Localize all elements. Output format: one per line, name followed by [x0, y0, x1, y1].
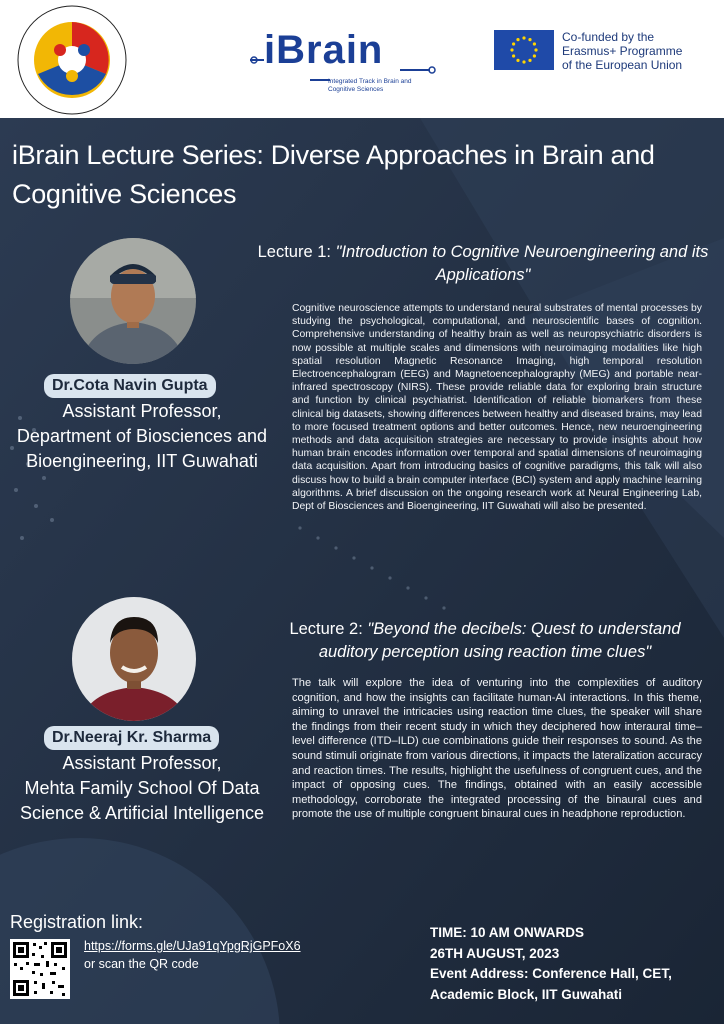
speaker-1-role: Assistant Professor,: [62, 401, 222, 421]
lecture-1-prefix: Lecture 1:: [257, 243, 336, 261]
qr-code-icon[interactable]: [10, 939, 70, 999]
registration-label: Registration link:: [10, 912, 144, 932]
speaker-2-affiliation: [2, 751, 282, 826]
speaker-1-name: Dr.Cota Navin Gupta: [44, 374, 216, 398]
lecture-1-abstract: Cognitive neuroscience attempts to understand neural substrates of mental processes by studying the psychological, computational, and neuroscientific bases of cognition. Comprehensive understanding of healthy brain as well as neuropsychiatric disorders is now possible at multiple scales and dimensions with neuroimaging modalities like high spatial resolution Magnetic Resonance Imaging, high temporal resolution Electroencephalogram (EEG) and Magnetoencephalography (MEG) and portable near-infrared spectroscopy (NIRS). These provide reliable data for exploring brain structure and function by clinical psychiatrist. Identification of reliable biomarkers from these clinical big datasets, showing differences between healthy and diseased brains, may lead to more focused treatment options and better outcomes. Hence, new neuroengineering methods and data acquisition strategies are necessary to provide insights about how human brain encodes information over temporal and spatial dimensions of neuroimaging data acquisition. Apart from introducing basics of cognitive paradigms, this talk will also discuss how to build a brain computer interface (BCI) system and apply machine learning algorithms. A brief discussion on the ongoing research work at Neural Engineering Lab, Dept of Biosciences and Bioengineering, IIT Guwahati will also be presented.: [292, 303, 702, 513]
lecture-2-prefix: Lecture 2:: [289, 620, 368, 638]
speaker-1-dept-line1: Department of Biosciences and: [16, 426, 268, 446]
ibrain-wordmark: iBrain: [264, 28, 384, 72]
event-details: [430, 923, 720, 1005]
speaker-1-dept-line2: Bioengineering, IIT Guwahati: [26, 451, 258, 471]
lecture-1-heading: [248, 241, 718, 287]
speaker-2-photo: [72, 597, 196, 721]
iitg-seal-icon: [16, 4, 128, 116]
eu-line-3: of the European Union: [562, 58, 683, 72]
event-address-line1: Event Address: Conference Hall, CET,: [430, 966, 672, 981]
ibrain-logo: [250, 26, 440, 96]
header-bar: [0, 0, 724, 118]
speaker-2-school-line1: Mehta Family School Of Data: [24, 778, 260, 798]
speaker-2-role: Assistant Professor,: [62, 753, 222, 773]
event-address-line2: Academic Block, IIT Guwahati: [430, 986, 623, 1002]
lecture-2-title: "Beyond the decibels: Quest to understand auditory perception using reaction time clues": [318, 620, 681, 661]
ibrain-tagline: Integrated Track in Brain and Cognitive Sciences: [328, 78, 412, 93]
eu-cofunded-text: [562, 30, 712, 72]
eu-flag-icon: [494, 30, 554, 70]
eu-line-2: Erasmus+ Programme: [562, 44, 683, 58]
speaker-2-name: Dr.Neeraj Kr. Sharma: [44, 726, 219, 750]
speaker-1-affiliation: [2, 399, 282, 474]
event-time: TIME: 10 AM ONWARDS: [430, 925, 585, 940]
event-date: 26TH AUGUST, 2023: [430, 945, 560, 961]
eu-line-1: Co-funded by the: [562, 30, 655, 44]
lecture-2-heading: [270, 618, 700, 664]
lecture-1-title: "Introduction to Cognitive Neuroengineering and its Applications": [335, 243, 709, 284]
lecture-2-abstract: The talk will explore the idea of venturing into the complexities of auditory cognition, and how the insights can facilitate human-AI interactions. In this theme, aiming to unravel the intricacies using reaction time clues, the speaker will share the findings from their recent study in which they deciphered how interaural time–level difference (ITD–ILD) cue combinations guide their responses to sound. As the sound stimuli originate from various directions, it impacts the lateralization accuracy and reaction times. The results, highlight the usefulness of congruent cues, and the impact of opposing cues. The findings, obtained with an easily accessible methodology, corroborate the integrated processing of the binaural cues and promote the use of multiple congruent binaural cues in headphone reproduction.: [292, 677, 702, 821]
speaker-1-photo: [70, 238, 196, 364]
registration-link[interactable]: https://forms.gle/UJa91qYpgRjGPFoX6: [84, 939, 301, 953]
page-title: iBrain Lecture Series: Diverse Approaches in Brain and Cognitive Sciences: [12, 140, 655, 209]
registration-hint: or scan the QR code: [84, 957, 199, 971]
speaker-2-school-line2: Science & Artificial Intelligence: [19, 803, 265, 823]
